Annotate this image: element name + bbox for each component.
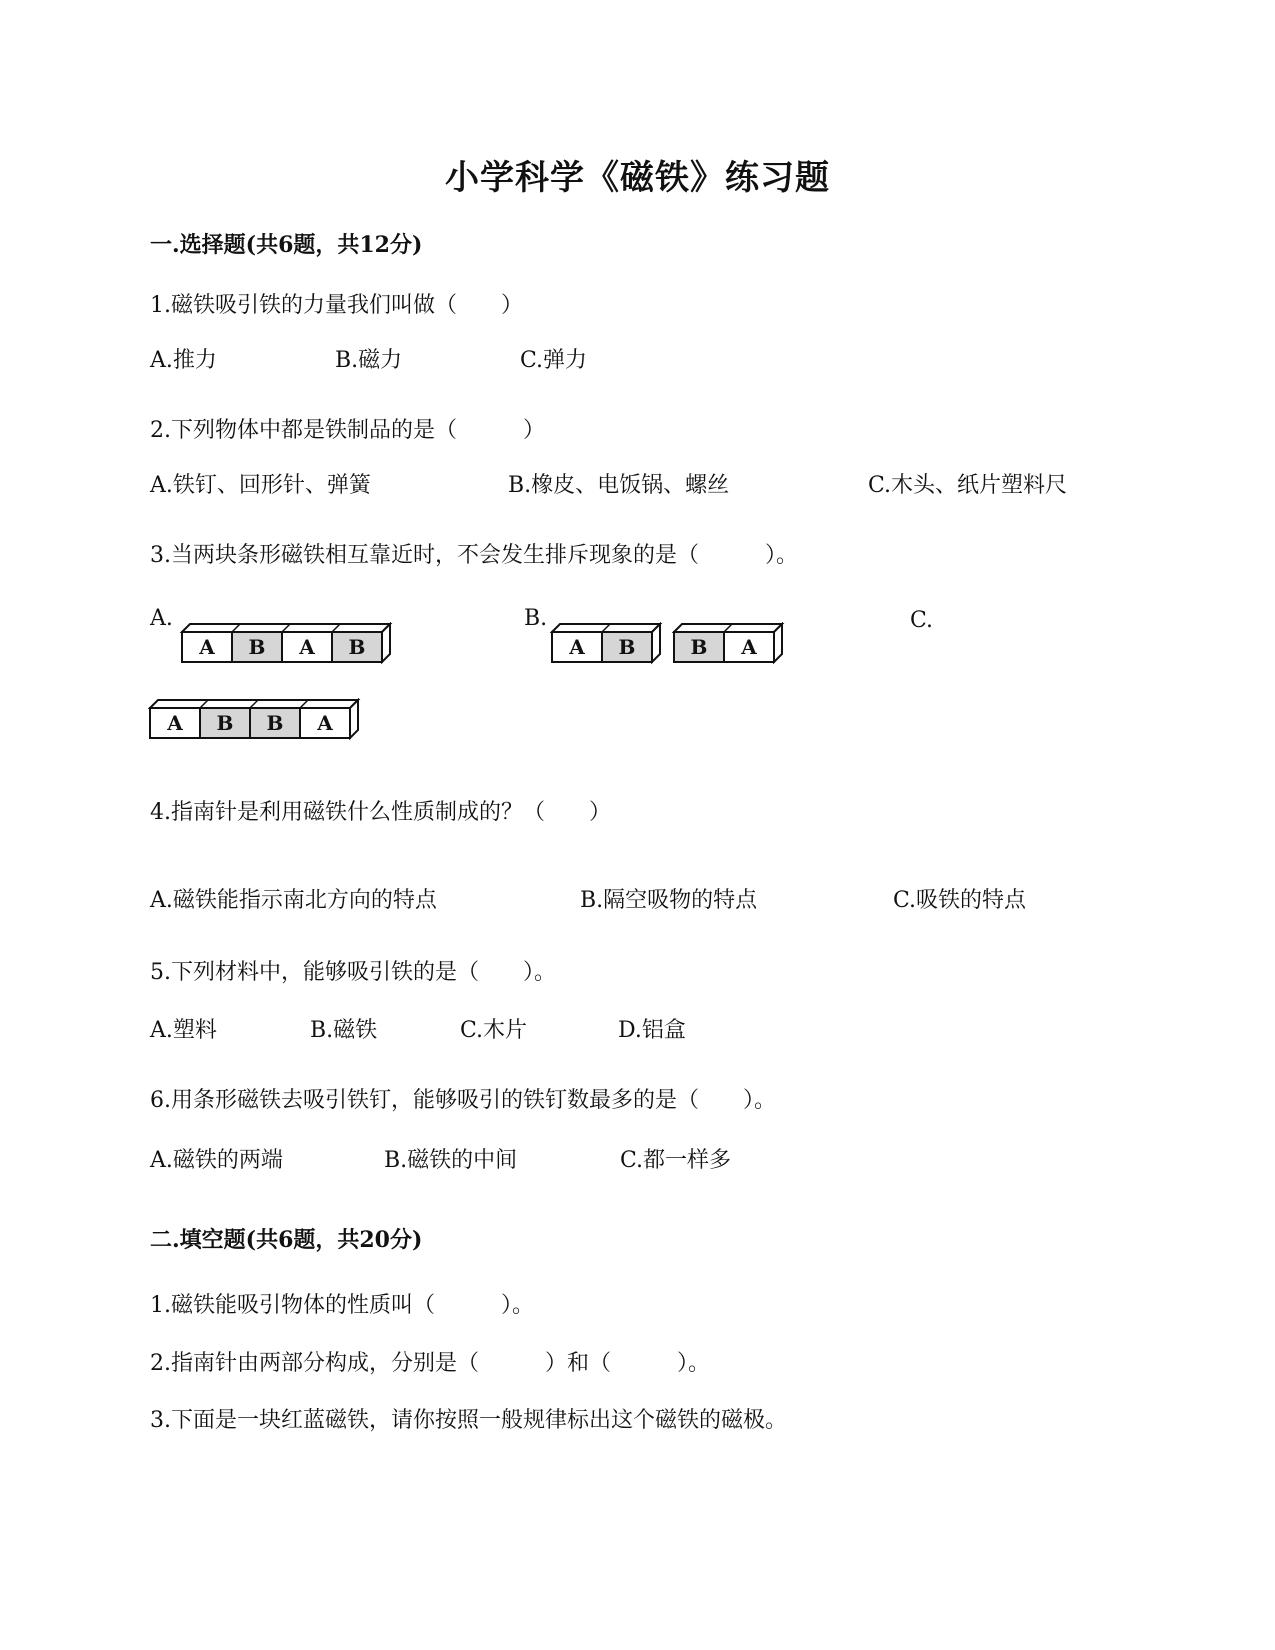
magnet-pole-label: A xyxy=(317,711,333,735)
option-a: A. xyxy=(150,606,173,631)
option-c: C. xyxy=(910,608,934,633)
option-d: D.铝盒 xyxy=(618,1018,686,1043)
question-stem: 2.指南针由两部分构成，分别是（ ）和（ ）。 xyxy=(150,1351,710,1376)
option-c: C.木头、纸片塑料尺 xyxy=(868,473,1068,498)
question-stem: 1.磁铁吸引铁的力量我们叫做（ ） xyxy=(150,293,523,318)
magnet-pole-label: B xyxy=(216,711,234,735)
question-stem: 3.当两块条形磁铁相互靠近时，不会发生排斥现象的是（ ）。 xyxy=(150,543,798,568)
magnet-pole-label: A xyxy=(741,635,757,659)
magnet-side-face xyxy=(350,700,358,738)
magnet-pole-label: A xyxy=(569,635,585,659)
option-b: B.磁力 xyxy=(335,348,403,373)
option-a: A.磁铁能指示南北方向的特点 xyxy=(150,888,437,913)
section-heading-fill: 二.填空题(共6题，共20分) xyxy=(150,1227,423,1253)
magnet-pole-label: B xyxy=(348,635,366,659)
magnet-pole-label: B xyxy=(690,635,708,659)
question-stem: 2.下列物体中都是铁制品的是（ ） xyxy=(150,418,545,443)
magnet-pole-label: A xyxy=(299,635,315,659)
magnet-pole-label: B xyxy=(266,711,284,735)
option-c: C.弹力 xyxy=(520,348,588,373)
magnet-figure-b-right xyxy=(672,622,794,672)
option-b: B.橡皮、电饭锅、螺丝 xyxy=(508,473,730,498)
option-a: A.塑料 xyxy=(150,1018,217,1043)
option-b: B.磁铁的中间 xyxy=(384,1148,518,1173)
option-a: A.磁铁的两端 xyxy=(150,1148,283,1173)
option-b: B. xyxy=(524,606,548,631)
question-stem: 6.用条形磁铁去吸引铁钉，能够吸引的铁钉数最多的是（ ）。 xyxy=(150,1088,776,1113)
magnet-pole-label: A xyxy=(199,635,215,659)
magnet-side-face xyxy=(774,624,782,662)
magnet-pole-label: B xyxy=(248,635,266,659)
magnet-side-face xyxy=(382,624,390,662)
option-c: C.木片 xyxy=(460,1018,528,1043)
magnet-pole-label: B xyxy=(618,635,636,659)
magnet-figure-c xyxy=(148,698,378,748)
magnet-figure-b-left xyxy=(550,622,672,672)
option-c: C.都一样多 xyxy=(620,1148,732,1173)
page-title: 小学科学《磁铁》练习题 xyxy=(445,158,830,198)
option-c: C.吸铁的特点 xyxy=(893,888,1027,913)
option-a: A.铁钉、回形针、弹簧 xyxy=(150,473,371,498)
option-b: B.磁铁 xyxy=(310,1018,378,1043)
magnet-figure-a xyxy=(180,622,410,672)
question-stem: 1.磁铁能吸引物体的性质叫（ ）。 xyxy=(150,1293,534,1318)
option-a: A.推力 xyxy=(150,348,217,373)
question-stem: 3.下面是一块红蓝磁铁，请你按照一般规律标出这个磁铁的磁极。 xyxy=(150,1408,787,1433)
question-stem: 5.下列材料中，能够吸引铁的是（ ）。 xyxy=(150,960,556,985)
question-stem: 4.指南针是利用磁铁什么性质制成的？（ ） xyxy=(150,800,611,825)
option-b: B.隔空吸物的特点 xyxy=(580,888,758,913)
section-heading-choice: 一.选择题(共6题，共12分) xyxy=(150,232,423,258)
magnet-pole-label: A xyxy=(167,711,183,735)
magnet-side-face xyxy=(652,624,660,662)
